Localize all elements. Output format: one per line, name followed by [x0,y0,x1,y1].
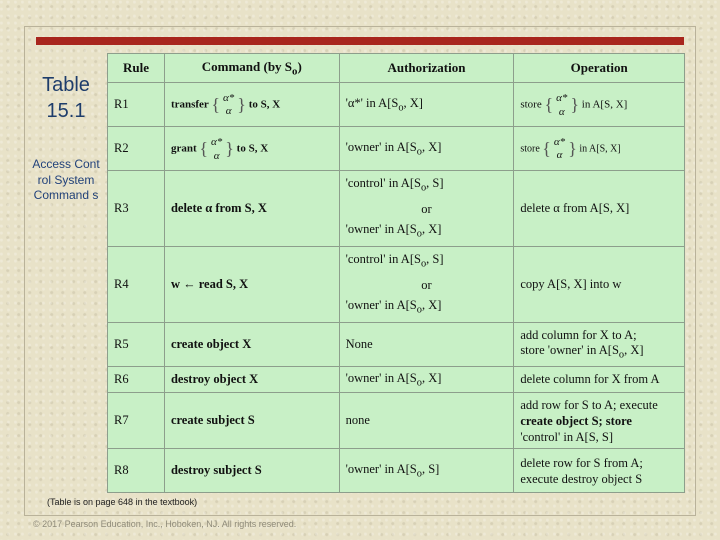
operation-cell: store { α* α } in A[S, X] [514,83,685,127]
authorization-cell: 'owner' in $A[S_o$, S] [339,449,514,493]
authorization-cell: 'control' in $A[S_o$, S] or 'owner' in $A[S_o$, X] [339,171,514,247]
operation-cell: delete column for X from A [514,367,685,393]
table-row [108,367,685,393]
command-cell: create subject S [164,393,339,449]
copyright-notice: © 2017 Pearson Education, Inc., Hoboken, NJ. All rights reserved. [33,519,297,529]
slide-title [30,72,102,124]
operation-cell: copy A[S, X] into w [514,247,685,323]
header-command: Command (by $S_o$) [164,54,339,83]
rule-id: R5 [108,323,165,367]
table-row [108,83,685,127]
rule-id: R3 [108,171,165,247]
access-control-table [107,53,685,493]
header-operation: Operation [514,54,685,83]
authorization-cell: 'α*' in $A[S_o$, X] [339,83,514,127]
table-row [108,323,685,367]
header-authorization: Authorization [339,54,514,83]
command-cell: destroy object X [164,367,339,393]
rule-id: R2 [108,127,165,171]
rule-id: R8 [108,449,165,493]
or-label: or [421,201,432,216]
accent-bar [36,37,684,45]
table-row [108,127,685,171]
rule-id: R7 [108,393,165,449]
table-row [108,393,685,449]
authorization-cell: None [339,323,514,367]
command-cell: delete α from S, X [164,171,339,247]
table-row [108,449,685,493]
authorization-cell: 'owner' in $A[S_o$, X] [339,127,514,171]
title-line-2: 15.1 [46,100,86,122]
rule-id: R1 [108,83,165,127]
authorization-cell: none [339,393,514,449]
authorization-cell: 'control' in $A[S_o$, S] or 'owner' in $A[S_o$, X] [339,247,514,323]
operation-cell: store { α* α } in A[S, X] [514,127,685,171]
slide-subtitle: Access Control System Command s [32,157,100,202]
command-cell: grant { α* α } to S, X [164,127,339,171]
table-row [108,247,685,323]
operation-cell: add row for S to A; execute create object S; store 'control' in A[S, S] [514,393,685,449]
command-cell: transfer { α* α } to S, X [164,83,339,127]
authorization-cell: 'owner' in $A[S_o$, X] [339,367,514,393]
operation-cell: delete row for S from A; execute destroy object S [514,449,685,493]
rule-id: R4 [108,247,165,323]
footnote: (Table is on page 648 in the textbook) [47,497,198,507]
title-line-1: Table [42,74,90,96]
header-row [108,54,685,83]
operation-cell: add column for X to A; store 'owner' in $A[S_o$, X] [514,323,685,367]
operation-cell: delete α from A[S, X] [514,171,685,247]
command-cell: create object X [164,323,339,367]
or-label: or [421,277,432,292]
header-rule: Rule [108,54,165,83]
rule-id: R6 [108,367,165,393]
command-cell: w ← read S, X [164,247,339,323]
table-row [108,171,685,247]
command-cell: destroy subject S [164,449,339,493]
